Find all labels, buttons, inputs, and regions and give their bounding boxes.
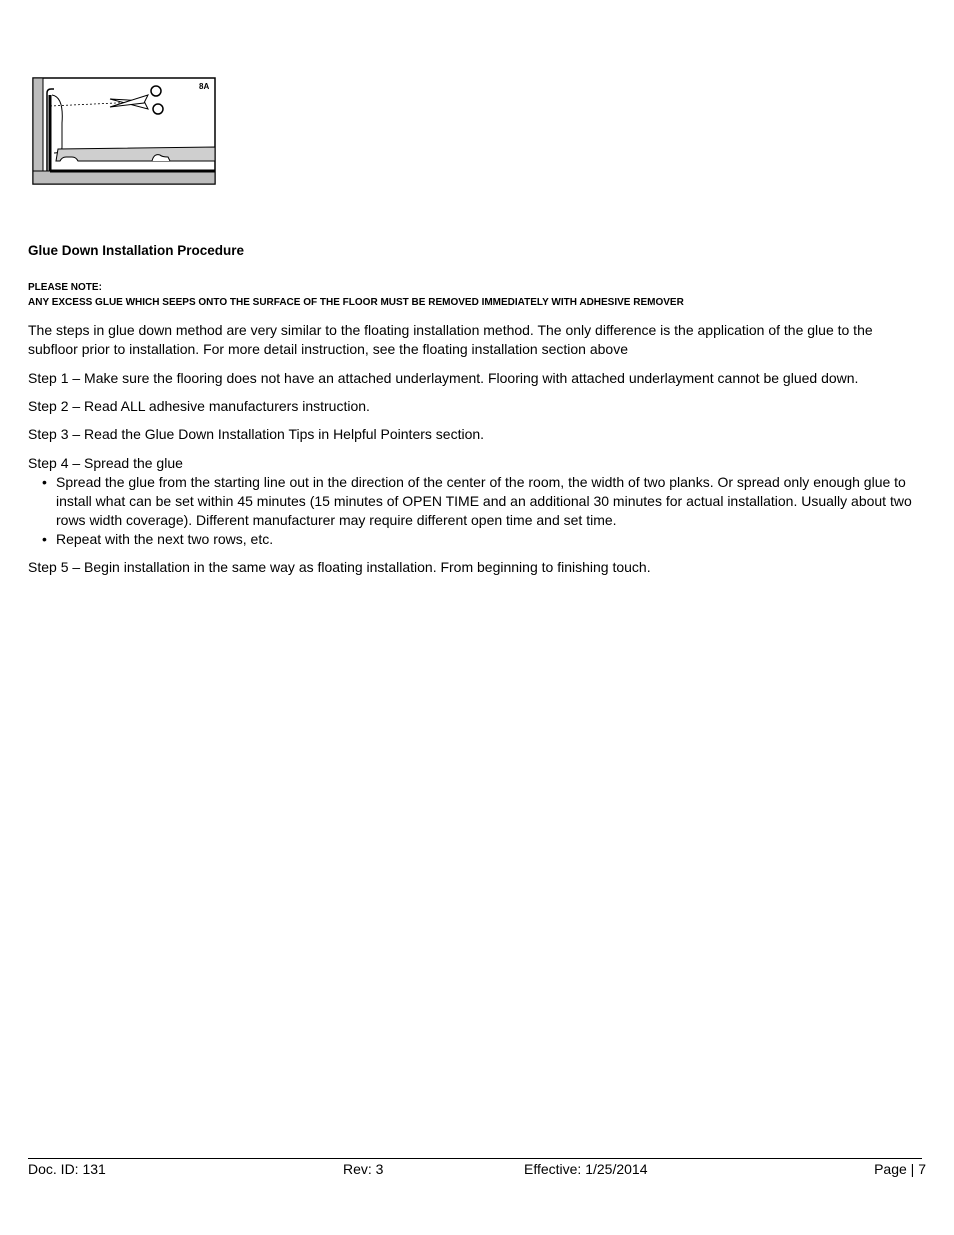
- list-item: [28, 473, 926, 530]
- bullet-icon: •: [42, 474, 47, 490]
- bullet-icon: •: [42, 531, 47, 547]
- bullet-text: Repeat with the next two rows, etc.: [56, 531, 274, 547]
- note-text: ANY EXCESS GLUE WHICH SEEPS ONTO THE SURFACE OF THE FLOOR MUST BE REMOVED IMMEDIATELY WITH ADHESIVE REMOVER: [28, 297, 684, 308]
- step-5: Step 5 – Begin installation in the same way as floating installation. From beginning to finishing touch.: [28, 559, 651, 575]
- step-4-bullets: [28, 473, 926, 549]
- intro-paragraph: The steps in glue down method are very similar to the floating installation method. The only difference is the application of the glue to the subfloor prior to installation. For more detail instruction, see the floating installation section above: [28, 322, 873, 357]
- figure-8a: [32, 77, 216, 185]
- step-4: Step 4 – Spread the glue: [28, 455, 183, 471]
- footer-divider: [28, 1158, 922, 1159]
- footer-effective: Effective: 1/25/2014: [524, 1161, 648, 1177]
- figure-label: 8A: [199, 82, 210, 91]
- section-heading: Glue Down Installation Procedure: [28, 243, 245, 258]
- footer-rev: Rev: 3: [343, 1161, 384, 1177]
- step-1: Step 1 – Make sure the flooring does not have an attached underlayment. Flooring with attached underlayment cannot be glued down.: [28, 370, 859, 386]
- step-3: Step 3 – Read the Glue Down Installation Tips in Helpful Pointers section.: [28, 426, 485, 442]
- step-2: Step 2 – Read ALL adhesive manufacturers instruction.: [28, 398, 370, 414]
- footer-doc-id: Doc. ID: 131: [28, 1161, 106, 1177]
- footer-page-number: Page | 7: [874, 1161, 926, 1177]
- note-label: PLEASE NOTE:: [28, 282, 102, 293]
- list-item: [28, 530, 926, 549]
- bullet-text: Spread the glue from the starting line out in the direction of the center of the room, the width of two planks. Or spread only enough glue to install what can be set within 45 minutes (15 minutes of OPEN TIME and an additional 30 minutes for actual installation. Usually about two rows width coverage). Different manufacturer may require different open time and set time.: [56, 474, 912, 528]
- plank-trim-illustration: [32, 77, 216, 185]
